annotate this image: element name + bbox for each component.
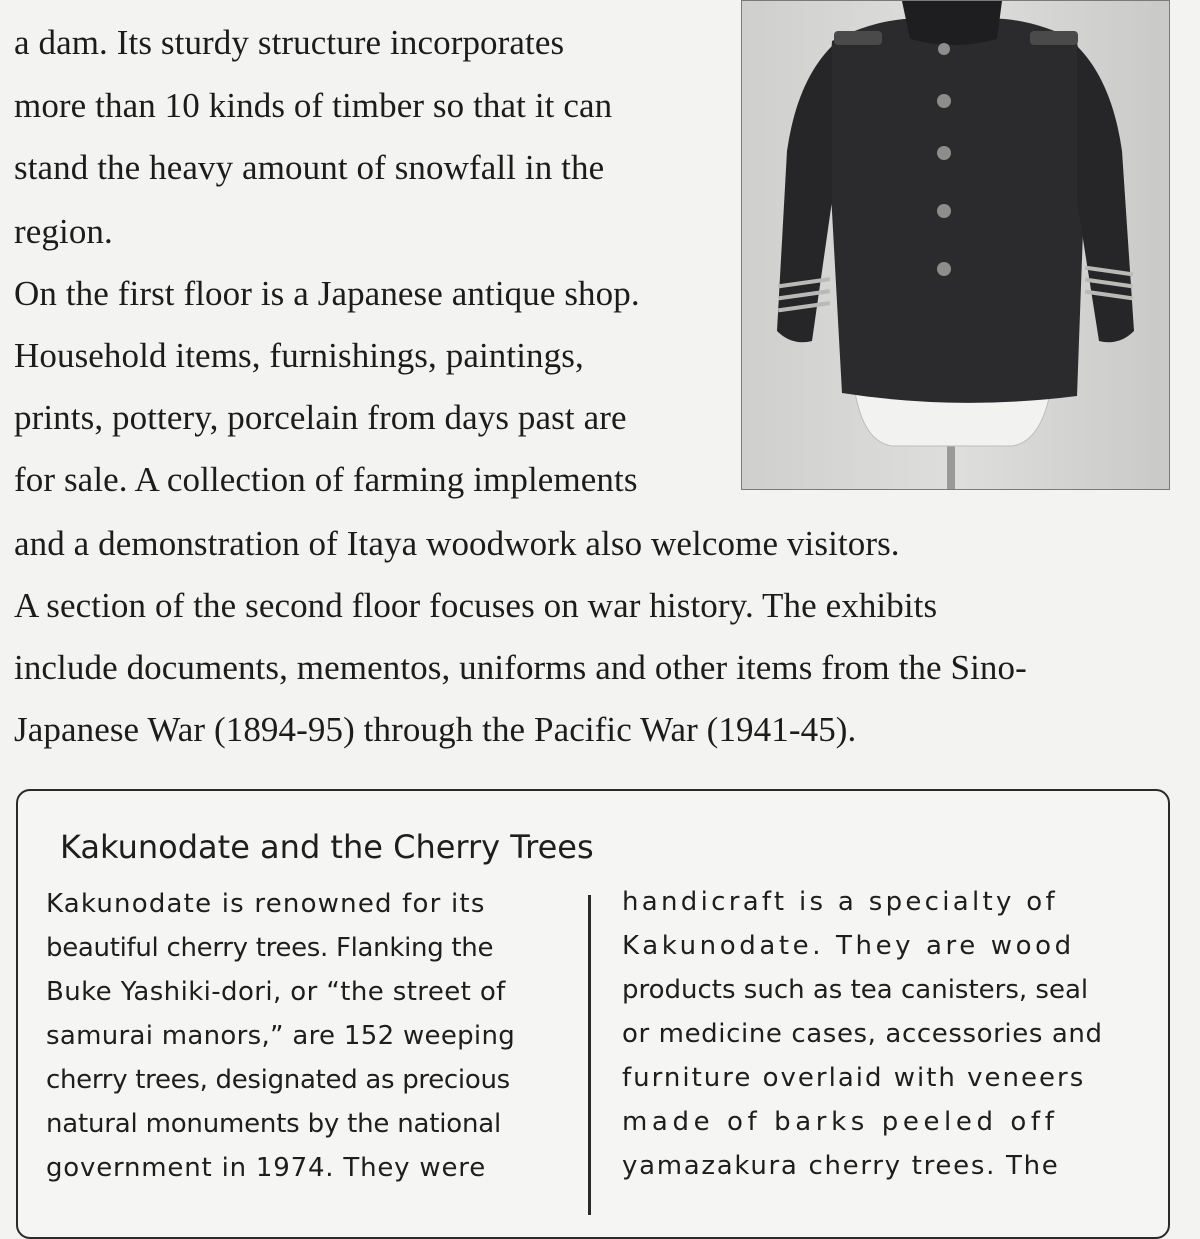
body-text-line-9: and a demonstration of Itaya woodwork also welcome visitors. (14, 524, 900, 563)
left-column-line-1: Kakunodate is renowned for its (46, 889, 486, 919)
body-text-line-3: stand the heavy amount of snowfall in the (14, 148, 605, 187)
left-column-line-3: Buke Yashiki-dori, or “the street of (46, 977, 506, 1007)
right-column-line-2: Kakunodate. They are wood (622, 931, 1075, 961)
body-text-line-10: A section of the second floor focuses on war history. The exhibits (14, 586, 938, 625)
body-text-line-4: region. (14, 212, 113, 251)
body-text-line-1: a dam. Its sturdy structure incorporates (14, 23, 565, 62)
uniform-illustration (742, 1, 1170, 490)
right-column-line-3: products such as tea canisters, seal (622, 975, 1089, 1005)
body-text-line-8: for sale. A collection of farming implements (14, 460, 638, 499)
body-text-line-6: Household items, furnishings, paintings, (14, 336, 584, 375)
column-divider (588, 895, 591, 1215)
right-column-line-4: or medicine cases, accessories and (622, 1019, 1103, 1049)
left-column-line-7: government in 1974. They were (46, 1153, 487, 1183)
right-column-line-5: furniture overlaid with veneers (622, 1063, 1086, 1093)
body-text-line-11: include documents, mementos, uniforms and other items from the Sino- (14, 648, 1027, 687)
left-column-line-6: natural monuments by the national (46, 1109, 502, 1139)
body-text-line-5: On the first floor is a Japanese antique shop. (14, 274, 640, 313)
right-column-line-1: handicraft is a specialty of (622, 887, 1058, 917)
right-column-line-7: yamazakura cherry trees. The (622, 1151, 1060, 1181)
left-column-line-4: samurai manors,” are 152 weeping (46, 1021, 516, 1051)
body-text-line-2: more than 10 kinds of timber so that it can (14, 86, 613, 125)
right-column-line-6: made of barks peeled off (622, 1107, 1059, 1137)
left-column-line-5: cherry trees, designated as precious (46, 1065, 510, 1095)
left-column-line-2: beautiful cherry trees. Flanking the (46, 933, 494, 963)
sidebar-title: Kakunodate and the Cherry Trees (60, 828, 594, 866)
body-text-line-12: Japanese War (1894-95) through the Pacific War (1941-45). (14, 710, 857, 749)
body-text-line-7: prints, pottery, porcelain from days past are (14, 398, 627, 437)
uniform-photo (741, 0, 1170, 490)
